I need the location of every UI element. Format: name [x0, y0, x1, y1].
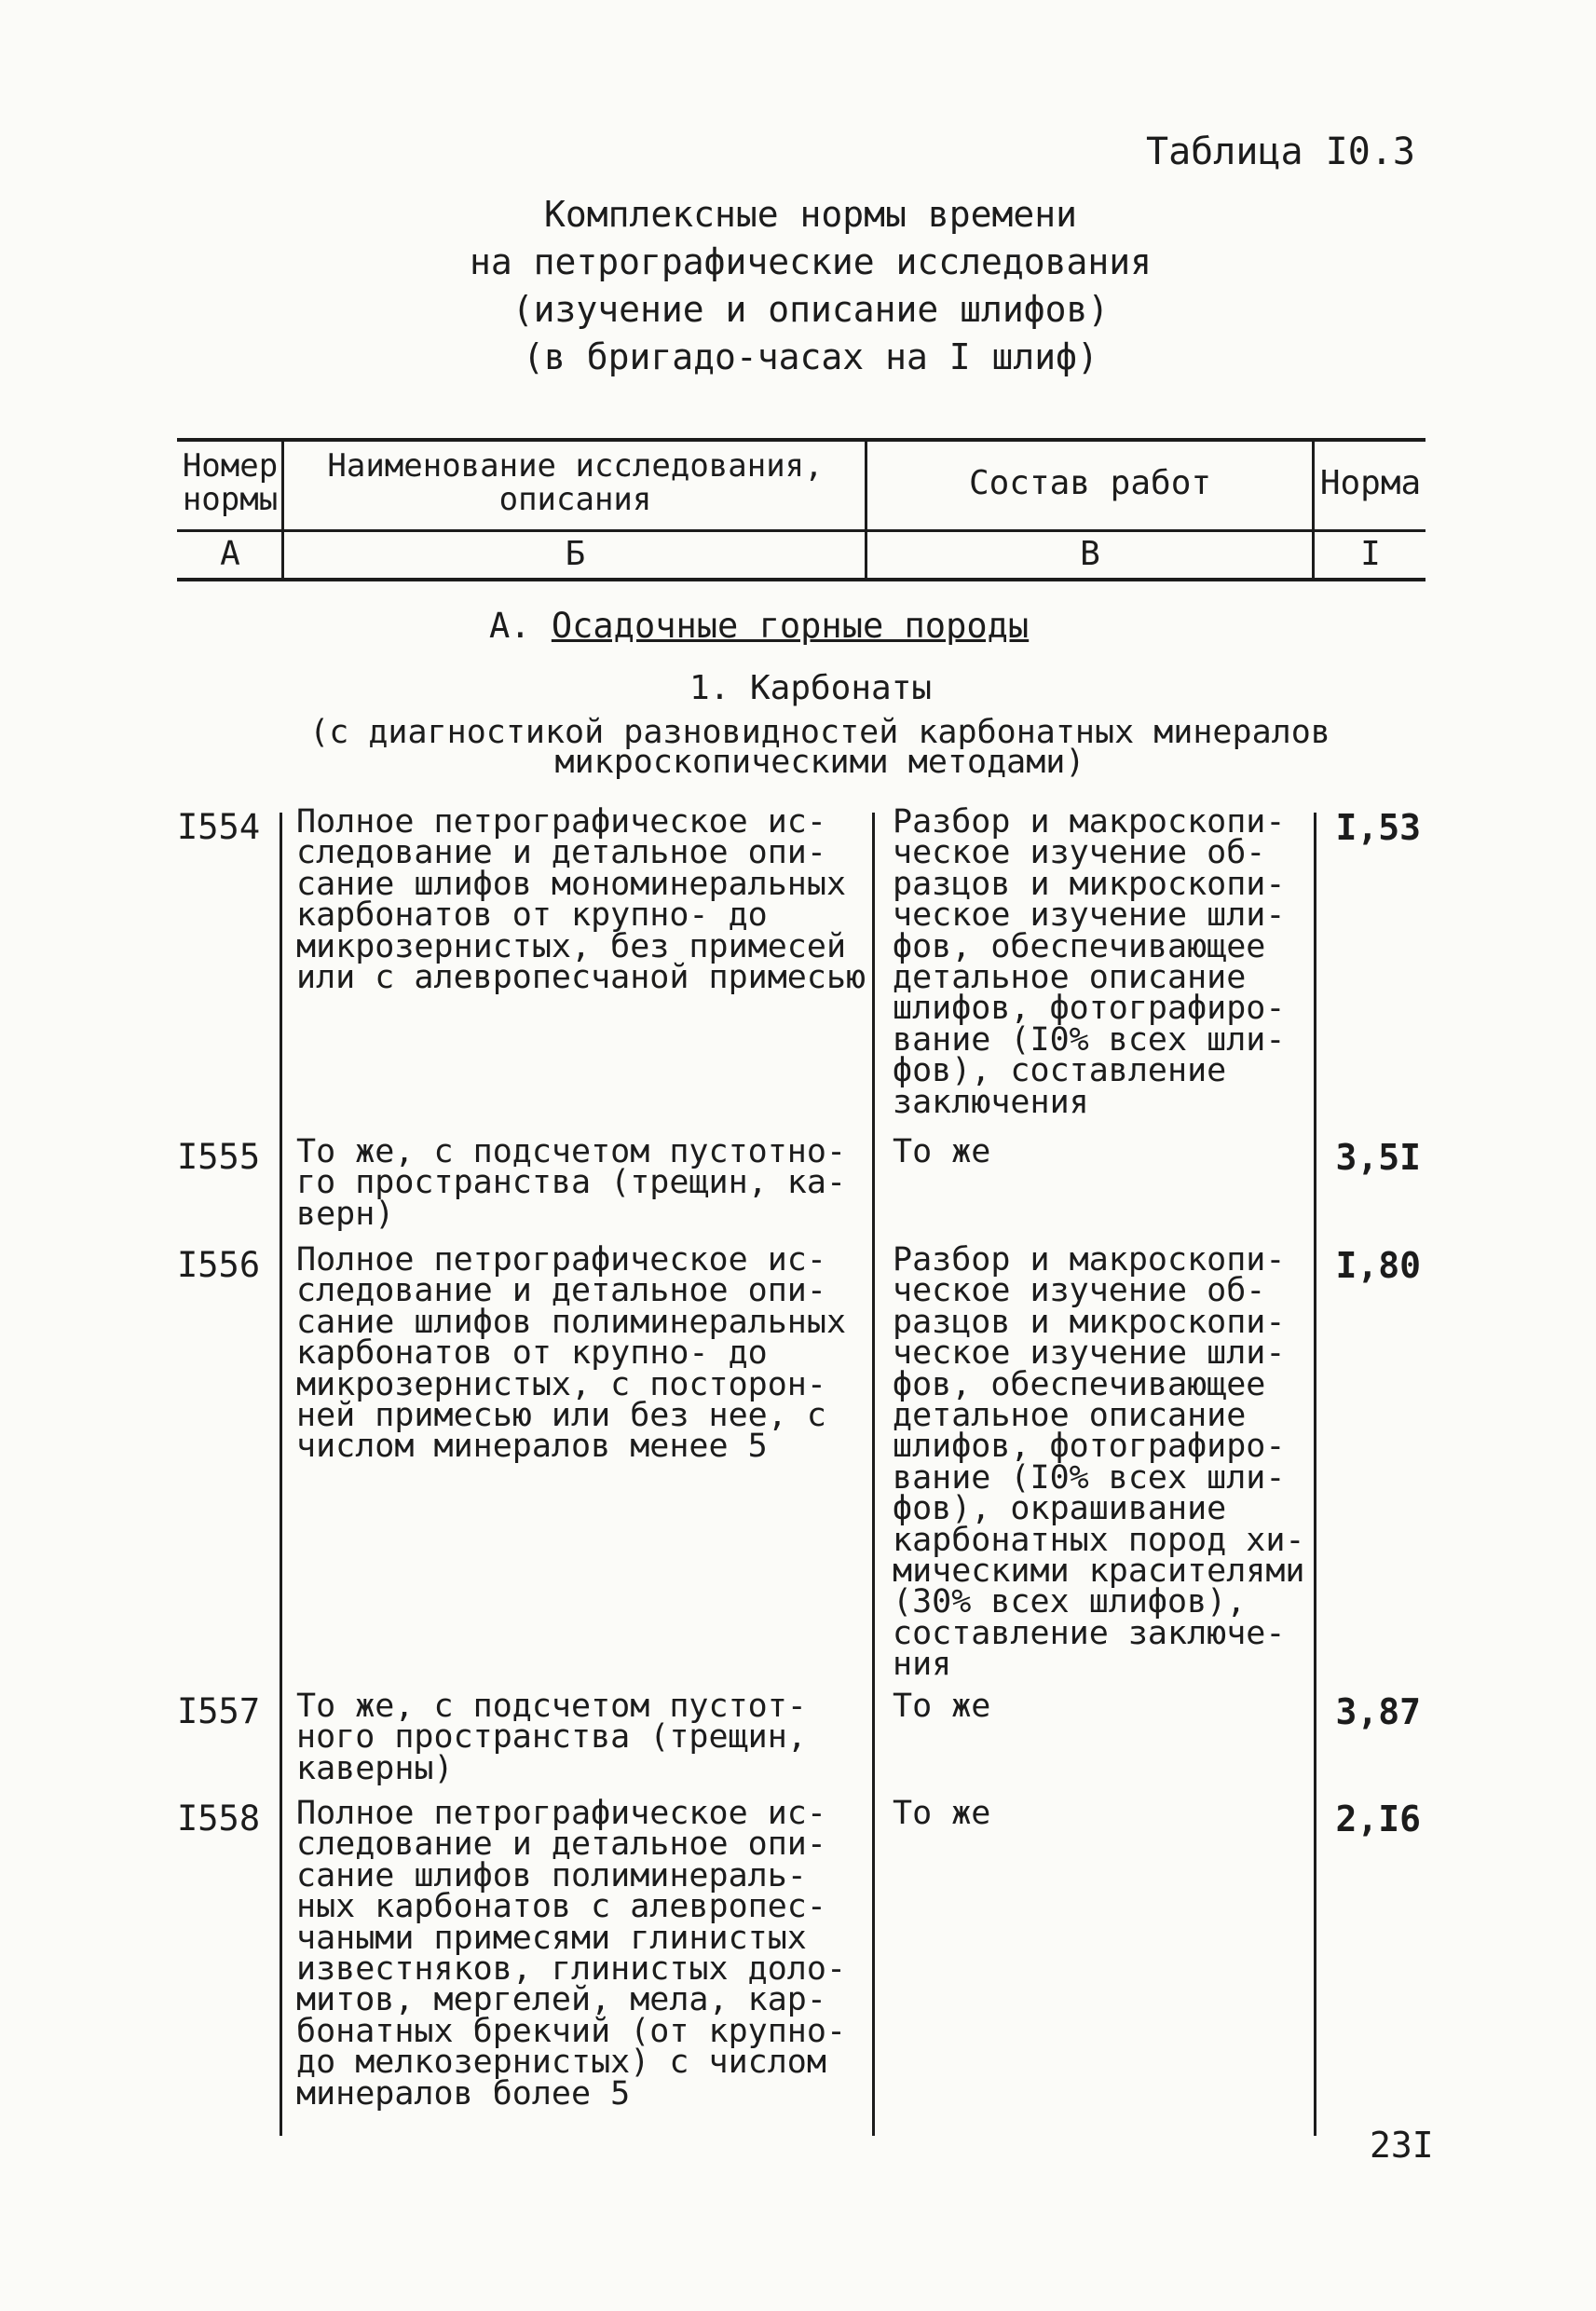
header-divider-3 [1312, 440, 1315, 580]
row-name: Полное петрографическое ис- следование и детальное опи- сание шлифов полиминераль- ных карбонатов с алевропес- чаными примесями глинистых известняков, глинистых доло- митов, мергелей, мела, кар- бонатных брекчий (от крупно- до мелкозернистых) с числом минералов более 5 [296, 1795, 847, 2113]
body-divider-1 [280, 813, 282, 2136]
row-number: I554 [177, 807, 261, 847]
header-name-col: Наименование исследования, описания [327, 447, 824, 518]
header-top-rule [177, 438, 1425, 442]
header-bottom-rule [177, 578, 1425, 581]
row-number: I555 [177, 1137, 261, 1177]
row-number: I558 [177, 1798, 261, 1839]
table-label: Таблица I0.3 [1146, 130, 1415, 173]
row-work: То же [893, 1133, 991, 1170]
section-heading [489, 606, 1029, 646]
row-norm: I,53 [1335, 807, 1421, 848]
header-letter-v: В [1080, 535, 1100, 573]
table-title-line-1: Комплексные нормы времени [544, 194, 1077, 235]
header-divider-1 [281, 440, 284, 580]
row-work: Разбор и макроскопи- ческое изучение об- разцов и микроскопи- ческое изучение шли- фов, обеспечивающее детальное описание шлифов, фотографиро- вание (I0% всех шли- фов), составление заключения [893, 803, 1286, 1121]
row-norm: 3,5I [1335, 1137, 1421, 1178]
body-divider-3 [1314, 813, 1316, 2136]
row-name: То же, с подсчетом пустотно- го пространства (трещин, ка- верн) [296, 1133, 847, 1233]
header-mid-rule [177, 529, 1425, 532]
header-work-col: Состав работ [968, 464, 1212, 502]
header-norm-col: Норма [1319, 464, 1422, 502]
table-title-line-4: (в бригадо-часах на I шлиф) [523, 336, 1098, 377]
row-name: Полное петрографическое ис- следование и детальное опи- сание шлифов полиминеральных карбонатов от крупно- до микрозернистых, с посторон- ней примесью или без нее, с числом минералов менее 5 [296, 1241, 847, 1466]
row-number: I557 [177, 1691, 261, 1731]
header-letter-a: А [220, 535, 240, 573]
row-norm: I,80 [1335, 1245, 1421, 1286]
header-divider-2 [865, 440, 867, 580]
row-name: То же, с подсчетом пустот- ного пространства (трещин, каверны) [296, 1688, 807, 1787]
row-name: Полное петрографическое ис- следование и детальное опи- сание шлифов мономинеральных карбонатов от крупно- до микрозернистых, без примесей или с алевропесчаной примесью [296, 803, 866, 997]
subsection-note: (с диагностикой разновидностей карбонатных минералов микроскопическими методами) [309, 714, 1330, 781]
row-norm: 3,87 [1335, 1691, 1421, 1732]
header-letter-i: I [1360, 535, 1381, 573]
row-work: То же [893, 1795, 991, 1832]
header-letter-b: Б [565, 535, 586, 573]
section-prefix: А. [489, 606, 531, 646]
subsection-title: 1. Карбонаты [689, 669, 933, 707]
table-title-line-2: на петрографические исследования [469, 241, 1153, 282]
page-number: 23I [1370, 2125, 1434, 2166]
row-work: То же [893, 1688, 991, 1725]
row-norm: 2,I6 [1335, 1798, 1421, 1839]
row-number: I556 [177, 1245, 261, 1285]
table-title-line-3: (изучение и описание шлифов) [512, 289, 1110, 330]
section-title: Осадочные горные породы [551, 606, 1030, 646]
header-number-col: Номер нормы [182, 447, 279, 518]
row-work: Разбор и макроскопи- ческое изучение об- разцов и микроскопи- ческое изучение шли- фов, обеспечивающее детальное описание шлифов, фотографиро- вание (I0% всех шли- фов), окрашивание карбонатных пород хи- мическими красителями (30% всех шлифов), составление заключе- ния [893, 1241, 1305, 1684]
